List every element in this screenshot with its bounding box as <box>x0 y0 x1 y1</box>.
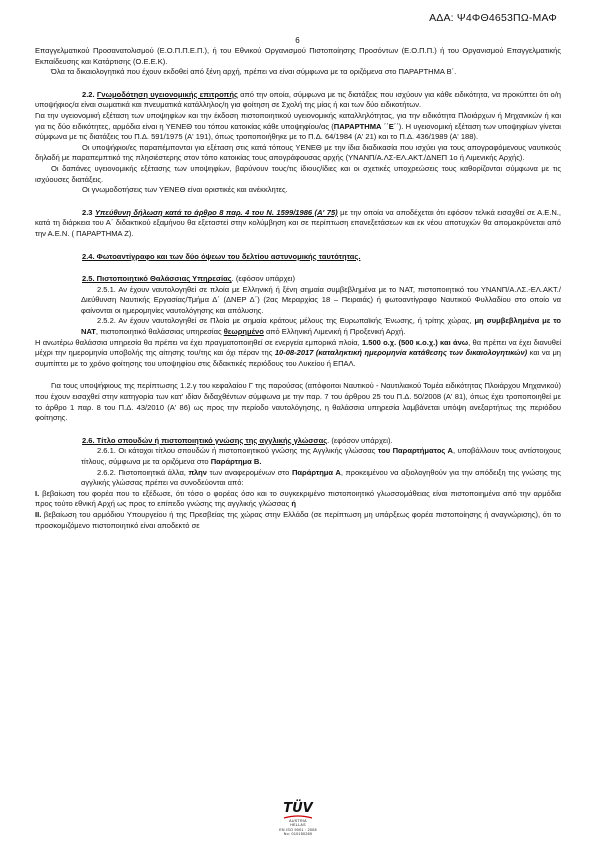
section-2-6-2-text-a: 2.6.2. Πιστοποιητικά άλλα, <box>97 467 189 477</box>
section-2-2-costs-paragraph: Οι δαπάνες υγειονομικής εξέτασης των υποψηφίων, βαρύνουν τους/τις ίδιους/ίδιες και οι σχετικές υποχρεώσεις τους καθορίζονται σύμφωνα με τις ισχύουσες διατάξεις. <box>35 163 561 184</box>
section-2-3-title: Υπεύθυνη δήλωση κατά το άρθρο 8 παρ. 4 του Ν. 1599/1986 (Α' 75) <box>94 207 338 217</box>
tuv-logo-mark <box>278 802 318 815</box>
section-2-6-2-text-e: , προκειμένου να αξιολογηθούν για την απόδειξη της γνώσης της αγγλικής γλώσσας πρέπει να συνοδεύονται από: <box>81 467 562 488</box>
item-i-label: Ι. <box>35 488 40 498</box>
tuv-logo-line3: EN ISO 9001 : 2008 <box>279 827 317 832</box>
section-2-5-service-text-b: , θα πρέπει να έχει διανυθεί μέχρι την ημερομηνία υποβολής της αίτησης του/της και όχι πέραν της <box>35 337 561 358</box>
section-2-6-title-suffix: . (εφόσον υπάρχει). <box>327 435 393 445</box>
section-2-2-exam-text-a: Για την υγειονομική εξέταση των υποψηφίων και την έκδοση πιστοποιητικού υγειονομικής καταλληλότητας, για την ειδικότητα Πλοιάρχων ή Μηχανικών ή και για τις δύο ειδικότητες, αρμόδια είναι η ΥΕΝΕΘ του τόπου κατοικίας κάθε υποψηφίου/ας ( <box>35 110 561 131</box>
section-2-2-text: από την οποία, σύμφωνα με τις διατάξεις που ισχύουν για κάθε ειδικότητα, να προκύπτει ότι ο/η υποψήφιος/α είναι σωματικά και πνευματικά κατάλληλος/η για φοίτηση σε Σχολή της μίας ή και των δύο ειδικοτήτων. <box>35 89 561 110</box>
section-2-2-referral-paragraph: Οι υποψήφιοι/ες παραπέμπονται για εξέταση στις κατά τόπους ΥΕΝΕΘ με την ίδια διαδικασία που ισχύει για τους απογραφόμενους ναυτικούς δηλαδή με παραπεμπτικό της πλησιέστερης στον τόπο κατοικίας τους απογράφουσας αρχής (ΥΝΑΝΠ/Α.ΛΣ-ΕΛ.ΑΚΤ./ΔΝΕΠ 1ο ή Λιμενικής Αρχής). <box>35 142 561 163</box>
page-number: 6 <box>295 36 300 45</box>
section-2-5-tonnage: 1.500 ο.χ. (500 κ.ο.χ.) και άνω <box>361 337 469 347</box>
section-2-5-2-text-a: 2.5.2. Αν έχουν ναυτολογηθεί σε Πλοία με σημαία κράτους μέλους της Ευρωπαϊκής Ένωσης, ή τρίτης χώρας, <box>97 316 475 326</box>
item-i-paragraph <box>35 489 561 510</box>
section-2-2-exam-text-b: ). Η υγειονομική εξέταση των υποψηφίων γίνεται σύμφωνα με τις διατάξεις του Π.Δ. 591/1975 (Α' 191), όπως τροποποιήθηκε με το Π.Δ. 64/1984 (Α' 21) και το Π.Δ. 436/1989 (Α' 188). <box>35 121 561 142</box>
section-2-4-title: 2.4. Φωτοαντίγραφο και των δύο όψεων του δελτίου αστυνομικής ταυτότητας. <box>82 251 361 261</box>
item-ii-label: ΙΙ. <box>35 509 42 519</box>
section-2-6-heading <box>35 436 561 447</box>
section-2-5-service-text-c: και να μη συμπίπτει με το χρόνο φοίτησης του υποψηφίου στις διδακτικές περιόδους του Λυκείου ή ΕΠΑΛ. <box>35 348 562 368</box>
section-2-5-deadline: 10-08-2017 (καταληκτική ημερομηνία κατάθεσης των δικαιολογητικών) <box>274 348 528 358</box>
section-2-2-title: Γνωμοδότηση υγειονομικής επιτροπής <box>96 89 238 99</box>
section-2-6-1-annex-b: Παράρτημα Β. <box>210 457 262 466</box>
section-2-5-heading <box>35 274 561 285</box>
section-2-6-1-paragraph <box>81 446 561 467</box>
section-2-2-exam-paragraph <box>35 111 561 143</box>
section-2-5-2-text-b: , πιστοποιητικό θαλάσσιας υπηρεσίας <box>95 327 224 337</box>
annex-e-reference: ΠΑΡΑΡΤΗΜΑ ΄΄Ε΄΄ <box>333 121 399 131</box>
section-2-5-2-bold: μη συμβεβλημένα με το ΝΑΤ <box>81 316 561 337</box>
paragraph-foreign-documents: Όλα τα δικαιολογητικά που έχουν εκδοθεί από ξένη αρχή, πρέπει να είναι σύμφωνα με τα οριζόμενα στο ΠΑΡΑΡΤΗΜΑ Β΄. <box>51 67 457 77</box>
section-2-3-text: με την οποία να αποδέχεται ότι εφόσον τελικά εισαχθεί σε Α.Ε.Ν., κατά τη διάρκεια του Α΄ διδακτικού εξαμήνου θα εξεταστεί στην κολύμβηση και σε περίπτωση επανεξετάσεων και εκ νέου αποτυχιών θα απομακρύνεται από την Α.Ε.Ν. ( ΠΑΡΑΡΤΗΜΑ Ζ). <box>35 207 561 238</box>
section-2-3-number: 2.3 <box>82 207 93 217</box>
section-2-5-1-paragraph: 2.5.1. Αν έχουν ναυτολογηθεί σε πλοία με Ελληνική ή ξένη σημαία συμβεβλημένα με το ΝΑΤ, πιστοποιητικό του ΥΝΑΝΠ/Α.ΛΣ.-ΕΛ.ΑΚΤ./Διεύθυνση Ναυτικής Εργασίας/Τμήμα Δ΄ (ΔΝΕΡ Δ΄) (2ας Μεραρχίας 18 – Πειραιάς) ή φωτοαντίγραφο Ναυτικού Φυλλαδίου στο οποίο να φαίνονται οι ημερομηνίες ναυτολόγησης και απόλυσης. <box>81 284 561 315</box>
section-2-2-final-paragraph: Οι γνωμοδοτήσεις των ΥΕΝΕΘ είναι οριστικές και ανέκκλητες. <box>82 185 288 195</box>
item-i-text: βεβαίωση του φορέα που το εξέδωσε, ότι τόσο ο φορέας όσο και το συγκεκριμένο πιστοποιητικό γλωσσομάθειας είναι πιστοποιημένα από την αρμόδια προς τούτο εθνική Αρχή ως προς το επίπεδο γνώσης της αγγλικής γλώσσας <box>35 488 561 509</box>
document-body <box>35 46 561 531</box>
section-2-2-number: 2.2. <box>82 89 95 99</box>
document-ada-code: ΑΔΑ: Ψ4ΦΘ4653ΠΩ-ΜΑΦ <box>429 12 557 24</box>
section-2-6-1-annex-a: του Παραρτήματος Α <box>377 446 454 456</box>
tuv-certification-logo <box>278 802 318 837</box>
item-i-or: ή <box>291 499 296 509</box>
section-2-5-title: 2.5. Πιστοποιητικό Θαλάσσιας Υπηρεσίας <box>82 274 232 284</box>
section-2-6-2-text-c: των αναφερομένων στο <box>207 467 292 477</box>
tuv-logo-line4: No: 010150269 <box>283 832 313 837</box>
section-2-6-1-text-a: 2.6.1. Οι κάτοχοι τίτλου σπουδών ή πιστοποιητικού γνώσης της Αγγλικής γλώσσας <box>97 446 378 456</box>
section-2-6-1-text-c: , υποβάλλουν τους αντίστοιχους τίτλους, σύμφωνα με τα οριζόμενα στο <box>81 446 561 466</box>
item-ii-paragraph <box>35 510 561 531</box>
section-2-5-service-text-a: Η ανωτέρω θαλάσσια υπηρεσία θα πρέπει να έχει πραγματοποιηθεί σε ενεργεία εμπορικά πλοία, <box>35 337 362 347</box>
section-2-6-2-annex-a: Παράρτημα Α <box>291 467 341 477</box>
section-2-5-2-text-c: από Ελληνική Λιμενική ή Προξενική Αρχή. <box>263 327 406 337</box>
paragraph-intro-continuation: Επαγγελματικού Προσανατολισμού (Ε.Ο.Π.Π.Ε.Π.), ή του Εθνικού Οργανισμού Πιστοποίησης Προσόντων (Ε.Ο.Π.Π.) ή του Οργανισμού Επαγγελματικής Εκπαίδευσης και Κατάρτισης (Ο.Ε.Ε.Κ). <box>35 46 561 66</box>
section-2-6-2-paragraph <box>81 468 561 489</box>
section-2-6-2-except: πλην <box>188 467 207 477</box>
tuv-logo-line1: AUSTRIA <box>289 819 307 823</box>
section-2-5-candidates-paragraph: Για τους υποψήφιους της περίπτωσης 1.2.γ του κεφαλαίου Γ της παρούσας (απόφοιτοι Ναυτικού - Ναυτιλιακού Τομέα ειδικότητας Πλοιάρχου Μηχανικού) που έχουν εισαχθεί στην κατηγορία των κατ' ιδίαν διδαχθέντων σύμφωνα με την παρ. 7 του άρθρου 25 του Π.Δ. 50/2008 (Α' 81), όπως έχει τροποποιηθεί με το άρθρο 1 παρ. 8 του Π.Δ. 43/2010 (Α' 86) ως προς την περίοδο ναυτολόγησης, η θαλάσσια υπηρεσία λαμβάνεται υπόψη ανεξαρτήτως της περιόδου φοίτησης. <box>35 381 561 423</box>
section-2-4-paragraph <box>35 252 561 263</box>
tuv-logo-line2: HELLAS <box>290 823 306 828</box>
section-2-6-title: 2.6. Τίτλο σπουδών ή πιστοποιητικό γνώσης της αγγλικής γλώσσας <box>82 435 328 445</box>
section-2-5-2-paragraph <box>81 316 561 337</box>
section-2-5-2-certified: θεωρημένο <box>223 327 264 337</box>
section-2-2-paragraph <box>35 90 561 111</box>
tuv-logo-text: TÜV <box>283 801 313 816</box>
section-2-5-title-suffix: . (εφόσον υπάρχει) <box>231 274 295 284</box>
item-ii-text: βεβαίωση του αρμόδιου Υπουργείου ή της Πρεσβείας της χώρας στην Ελλάδα (σε περίπτωση μη υπάρξεως φορέα πιστοποίησης ή αναγνώρισης), ότι το προσκομιζόμενο πιστοποιητικό είναι αποδεκτό σε <box>35 509 561 530</box>
section-2-5-service-paragraph <box>35 338 561 370</box>
section-2-3-paragraph <box>35 208 561 240</box>
